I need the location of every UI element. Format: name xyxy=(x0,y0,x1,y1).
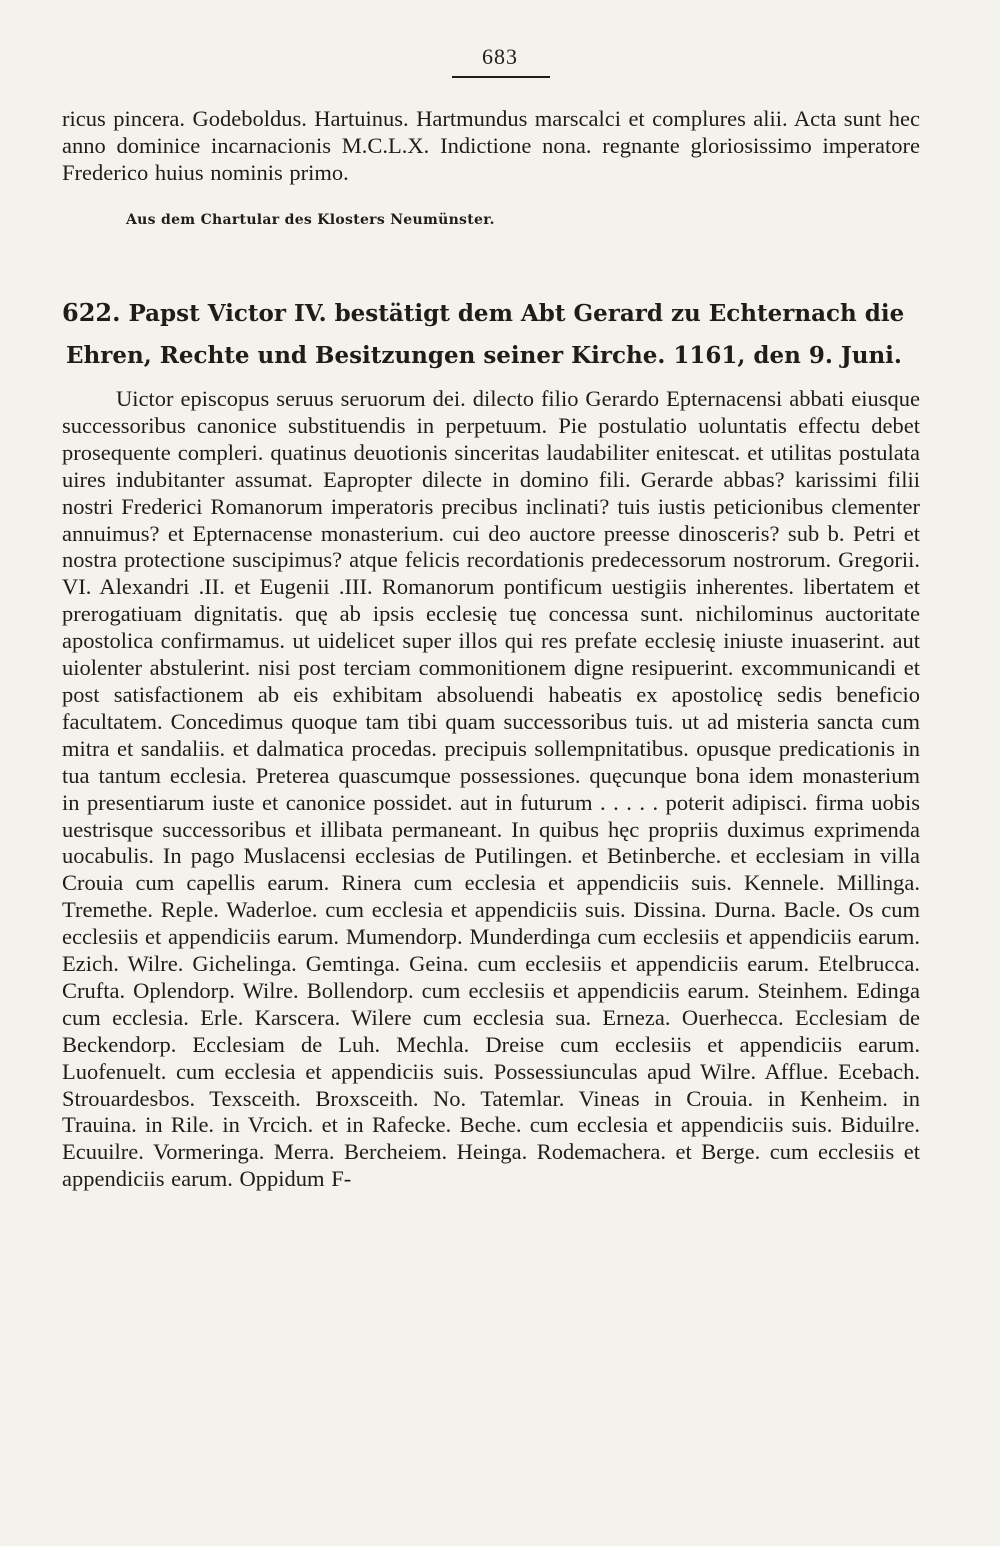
page-number: 683 xyxy=(482,44,518,69)
document-title-part-2: Ehren, Rechte und Besitzungen seiner Kirche. 1161, den 9. Juni. xyxy=(66,342,902,369)
source-note: Aus dem Chartular des Klosters Neumünster. xyxy=(126,212,495,228)
document-number: 622. xyxy=(62,298,121,327)
document-body xyxy=(62,386,920,1193)
document-title-part-1: Papst Victor IV. bestätigt dem Abt Gerard zu Echternach die xyxy=(128,300,905,327)
page-number-rule xyxy=(452,76,550,78)
document-heading-line-1 xyxy=(62,292,920,335)
document-body-text: Uictor episcopus seruus seruorum dei. dilecto filio Gerardo Epternacensi abbati eiusque successoribus canonice substituendis in perpetuum. Pie postulatio uoluntatis effectu debet prosequente compleri. quatinus deuotionis sinceritas laudabiliter enitescat. et utilitas postulata uires indubitanter assumat. Eapropter dilecte in domino fili. Gerarde abbas? karissimi filii nostri Frederici Romanorum imperatoris precibus inclinati? tuis iustis peticionibus clementer annuimus? et Epternacense monasterium. cui deo auctore preesse dinosceris? sub b. Petri et nostra protectione suscipimus? atque felicis recordationis predecessorum nostrorum. Gregorii. VI. Alexandri .II. et Eugenii .III. Romanorum pontificum uestigiis inherentes. libertatem et prerogatiuam dignitatis. quę ab ipsis ecclesię tuę concessa sunt. nichilominus auctoritate apostolica confirmamus. ut uidelicet super illos qui res prefate ecclesię iniuste inuaserint. aut uiolenter abstulerint. nisi post terciam commonitionem digne resipuerint. excommunicandi et post satisfactionem ab eis exhibitam absoluendi habeatis ex apostolicę sedis beneficio facultatem. Concedimus quoque tam tibi quam successoribus tuis. ut ad misteria sancta cum mitra et sandaliis. et dalmatica procedas. precipuis sollempnitatibus. opusque predicationis in tua tantum ecclesia. Preterea quascumque possessiones. quęcunque bona idem monasterium in presentiarum iuste et canonice possidet. aut in futurum . . . . . poterit adipisci. firma uobis uestrisque successoribus et illibata permaneant. In quibus hęc propriis duximus exprimenda uocabulis. In pago Muslacensi ecclesias de Putilingen. et Betinberche. et ecclesiam in villa Crouia cum capellis earum. Rinera cum ecclesia et appendiciis suis. Kennele. Millinga. Tremethe. Reple. Waderloe. cum ecclesia et appendiciis suis. Dissina. Durna. Bacle. Os cum ecclesiis et appendiciis earum. Mumendorp. Munderdinga cum ecclesiis et appendiciis earum. Ezich. Wilre. Gichelinga. Gemtinga. Geina. cum ecclesiis et appendiciis earum. Etelbrucca. Crufta. Oplendorp. Wilre. Bollendorp. cum ecclesiis et appendiciis earum. Steinhem. Edinga cum ecclesia. Erle. Karscera. Wilere cum ecclesia sua. Erneza. Ouerhecca. Ecclesiam de Beckendorp. Ecclesiam de Luh. Mechla. Dreise cum ecclesiis et appendiciis earum. Luofenuelt. cum ecclesia et appendiciis suis. Possessiunculas apud Wilre. Afflue. Ecebach. Strouardesbos. Texsceith. Broxsceith. No. Tatemlar. Vineas in Crouia. in Kenheim. in Trauina. in Rile. in Vrcich. et in Rafecke. Beche. cum ecclesia et appendiciis suis. Biduilre. Ecuuilre. Vormeringa. Merra. Bercheiem. Heinga. Rodemachera. et Berge. cum ecclesiis et appendiciis earum. Oppidum F- xyxy=(62,386,920,1192)
document-heading xyxy=(62,292,920,377)
continuation-paragraph: ricus pincera. Godeboldus. Hartuinus. Hartmundus marscalci et complures alii. Acta sunt hec anno dominice incarnacionis M.C.L.X. Indictione nona. regnante gloriosissimo imperatore Frederico huius nominis primo. xyxy=(62,106,920,185)
